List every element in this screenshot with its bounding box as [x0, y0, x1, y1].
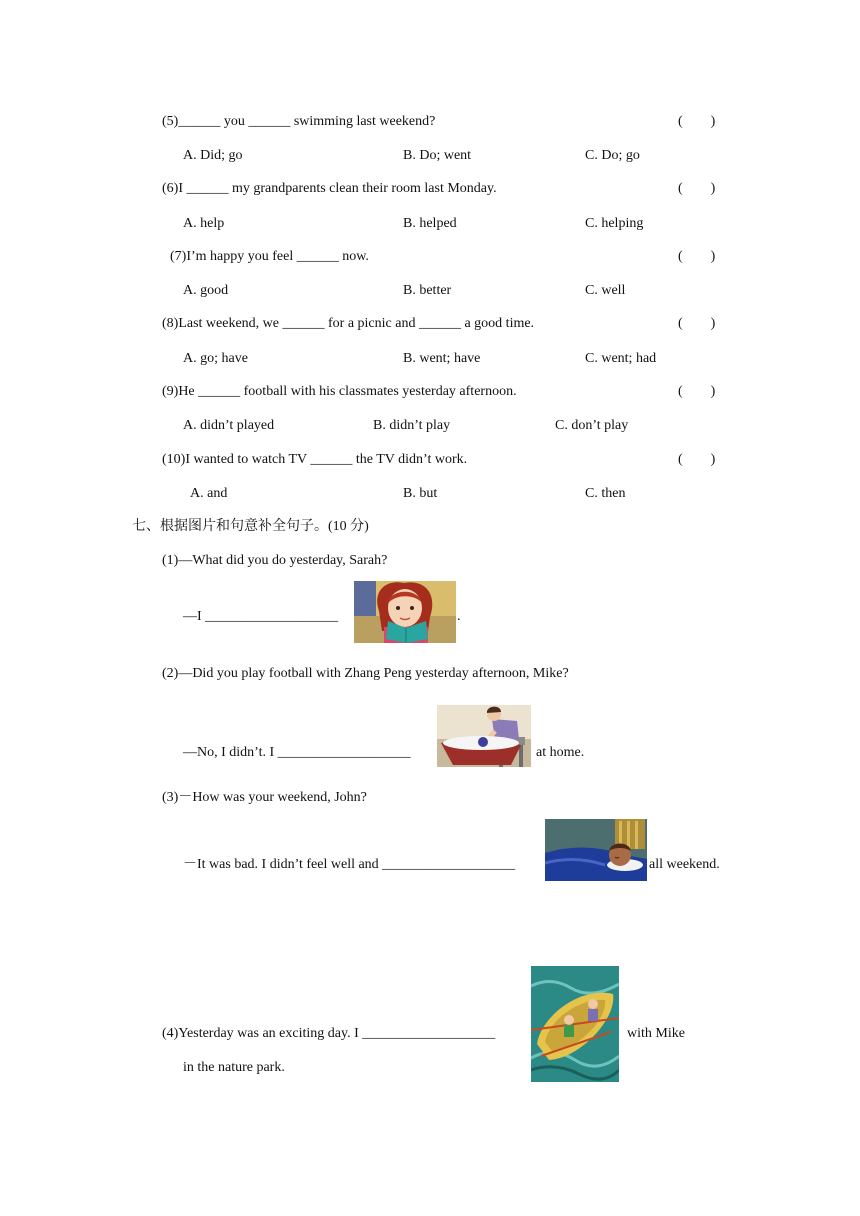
- option-c: C. don’t play: [555, 418, 629, 433]
- prompt-1: (1)—What did you do yesterday, Sarah?: [162, 553, 388, 568]
- option-a: A. help: [183, 216, 225, 231]
- question-stem: (10)I wanted to watch TV ______ the TV didn’t work.: [162, 452, 468, 467]
- sentence-4[interactable]: (4)Yesterday was an exciting day. I ___________________: [162, 1026, 496, 1041]
- option-a: A. didn’t played: [183, 418, 275, 433]
- answer-tail-3: all weekend.: [649, 857, 720, 872]
- sentence-4-tail: with Mike: [627, 1026, 685, 1041]
- answer-line-1[interactable]: —I ___________________: [183, 609, 339, 624]
- option-b: B. better: [403, 283, 452, 298]
- question-stem: (7)I’m happy you feel ______ now.: [170, 249, 369, 264]
- option-c: C. Do; go: [585, 148, 640, 163]
- option-b: B. helped: [403, 216, 457, 231]
- question-stem: (6)I ______ my grandparents clean their room last Monday.: [162, 181, 497, 196]
- answer-line-3[interactable]: －It was bad. I didn’t feel well and ___________________: [183, 857, 516, 872]
- option-c: C. helping: [585, 216, 644, 231]
- girl-reading-image: [354, 581, 456, 643]
- option-b: B. Do; went: [403, 148, 472, 163]
- sentence-4-line2: in the nature park.: [183, 1060, 285, 1075]
- boys-rowing-boat-image: [531, 966, 619, 1082]
- option-b: B. but: [403, 486, 438, 501]
- option-c: C. well: [585, 283, 626, 298]
- option-b: B. went; have: [403, 351, 481, 366]
- prompt-2: (2)—Did you play football with Zhang Peng yesterday afternoon, Mike?: [162, 666, 569, 681]
- option-b: B. didn’t play: [373, 418, 451, 433]
- answer-bracket[interactable]: ( ): [678, 114, 716, 129]
- prompt-3: (3)－How was your weekend, John?: [162, 790, 367, 805]
- answer-bracket[interactable]: ( ): [678, 452, 716, 467]
- answer-tail-1: .: [457, 609, 461, 624]
- answer-bracket[interactable]: ( ): [678, 316, 716, 331]
- option-a: A. good: [183, 283, 229, 298]
- boy-washing-clothes-image: [437, 705, 531, 767]
- answer-line-2[interactable]: —No, I didn’t. I ___________________: [183, 745, 411, 760]
- question-stem: (5)______ you ______ swimming last weekend?: [162, 114, 436, 129]
- answer-bracket[interactable]: ( ): [678, 249, 716, 264]
- answer-bracket[interactable]: ( ): [678, 384, 716, 399]
- section-heading: 七、根据图片和句意补全句子。(10 分): [132, 519, 369, 534]
- option-a: A. and: [190, 486, 228, 501]
- option-c: C. went; had: [585, 351, 657, 366]
- boy-sleeping-image: [545, 819, 647, 881]
- question-stem: (9)He ______ football with his classmates yesterday afternoon.: [162, 384, 517, 399]
- answer-bracket[interactable]: ( ): [678, 181, 716, 196]
- question-stem: (8)Last weekend, we ______ for a picnic and ______ a good time.: [162, 316, 535, 331]
- answer-tail-2: at home.: [536, 745, 585, 760]
- option-a: A. Did; go: [183, 148, 243, 163]
- option-a: A. go; have: [183, 351, 248, 366]
- option-c: C. then: [585, 486, 626, 501]
